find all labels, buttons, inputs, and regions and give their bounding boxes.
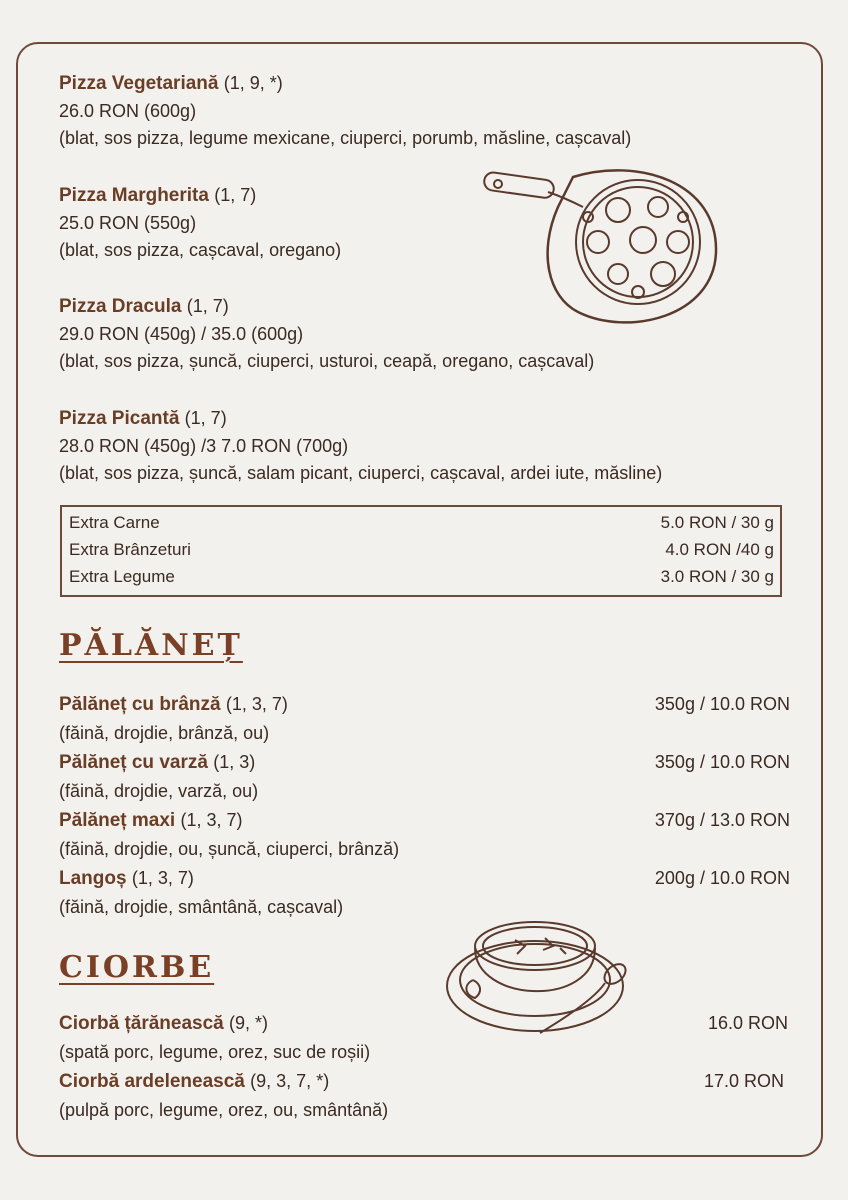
extra-name: Extra Brânzeturi	[69, 540, 191, 559]
list-item	[59, 692, 288, 745]
item-ingredients: (blat, sos pizza, cașcaval, oregano)	[59, 240, 342, 260]
item-name: Pălăneț cu varză	[59, 752, 208, 773]
item-allergens: (9, 3, 7, *)	[250, 1071, 330, 1091]
pizza-item	[59, 183, 341, 262]
item-allergens: (1, 7)	[214, 185, 257, 205]
extra-name: Extra Carne	[69, 513, 160, 532]
item-name: Pizza Vegetariană	[59, 73, 219, 94]
list-item	[59, 808, 399, 861]
item-allergens: (1, 3, 7)	[225, 694, 288, 714]
item-price: 350g / 10.0 RON	[654, 694, 790, 714]
item-name: Pizza Picantă	[59, 408, 180, 429]
extra-name: Extra Legume	[69, 567, 175, 586]
item-price: 200g / 10.0 RON	[654, 868, 790, 888]
item-ingredients: (făină, drojdie, brânză, ou)	[59, 723, 270, 743]
list-item	[59, 1011, 370, 1064]
extra-row	[69, 510, 774, 536]
item-ingredients: (făină, drojdie, ou, șuncă, ciuperci, brânză)	[59, 839, 400, 859]
item-ingredients: (blat, sos pizza, șuncă, salam picant, ciuperci, cașcaval, ardei iute, măsline)	[59, 463, 663, 483]
item-price: 28.0 RON (450g) /3 7.0 RON (700g)	[59, 436, 349, 456]
item-name: Ciorbă ardelenească	[59, 1071, 245, 1092]
item-price: 16.0 RON	[707, 1013, 788, 1033]
pizza-item	[59, 71, 631, 150]
item-price: 29.0 RON (450g) / 35.0 (600g)	[59, 324, 304, 344]
item-price: 17.0 RON	[703, 1071, 784, 1091]
pizza-item	[59, 294, 594, 373]
soup-bowl-illustration-icon	[445, 908, 645, 1056]
item-name: Ciorbă țărănească	[59, 1013, 224, 1034]
item-name: Pălăneț cu brânză	[59, 694, 221, 715]
item-ingredients: (blat, sos pizza, legume mexicane, ciuperci, porumb, măsline, cașcaval)	[59, 128, 632, 148]
extra-row	[69, 564, 774, 590]
extras-box	[60, 505, 782, 597]
list-item	[59, 866, 343, 919]
item-allergens: (1, 3, 7)	[131, 868, 194, 888]
extra-price: 5.0 RON / 30 g	[660, 513, 774, 532]
extra-row	[69, 537, 774, 563]
section-title-ciorbe: CIORBE	[59, 950, 215, 985]
list-item	[59, 1069, 388, 1122]
item-price: 350g / 10.0 RON	[654, 752, 790, 772]
pizza-item	[59, 406, 662, 485]
item-price: 26.0 RON (600g)	[59, 101, 197, 121]
item-allergens: (1, 3, 7)	[180, 810, 243, 830]
extra-price: 3.0 RON / 30 g	[660, 567, 774, 586]
item-name: Pizza Dracula	[59, 296, 182, 317]
item-allergens: (9, *)	[229, 1013, 269, 1033]
item-name: Pălăneț maxi	[59, 810, 176, 831]
item-allergens: (1, 7)	[184, 408, 227, 428]
item-allergens: (1, 3)	[213, 752, 256, 772]
item-price: 25.0 RON (550g)	[59, 213, 197, 233]
item-ingredients: (spată porc, legume, orez, suc de roșii)	[59, 1042, 371, 1062]
item-price: 370g / 13.0 RON	[654, 810, 790, 830]
extra-price: 4.0 RON /40 g	[665, 540, 774, 559]
item-allergens: (1, 9, *)	[223, 73, 283, 93]
item-ingredients: (făină, drojdie, varză, ou)	[59, 781, 259, 801]
item-ingredients: (făină, drojdie, smântână, cașcaval)	[59, 897, 344, 917]
item-ingredients: (pulpă porc, legume, orez, ou, smântână)	[59, 1100, 389, 1120]
item-allergens: (1, 7)	[186, 296, 229, 316]
item-name: Pizza Margherita	[59, 185, 209, 206]
item-ingredients: (blat, sos pizza, șuncă, ciuperci, usturoi, ceapă, oregano, cașcaval)	[59, 351, 595, 371]
list-item	[59, 750, 258, 803]
section-title-palanet: PĂLĂNEȚ	[59, 628, 243, 663]
item-name: Langoș	[59, 868, 127, 889]
